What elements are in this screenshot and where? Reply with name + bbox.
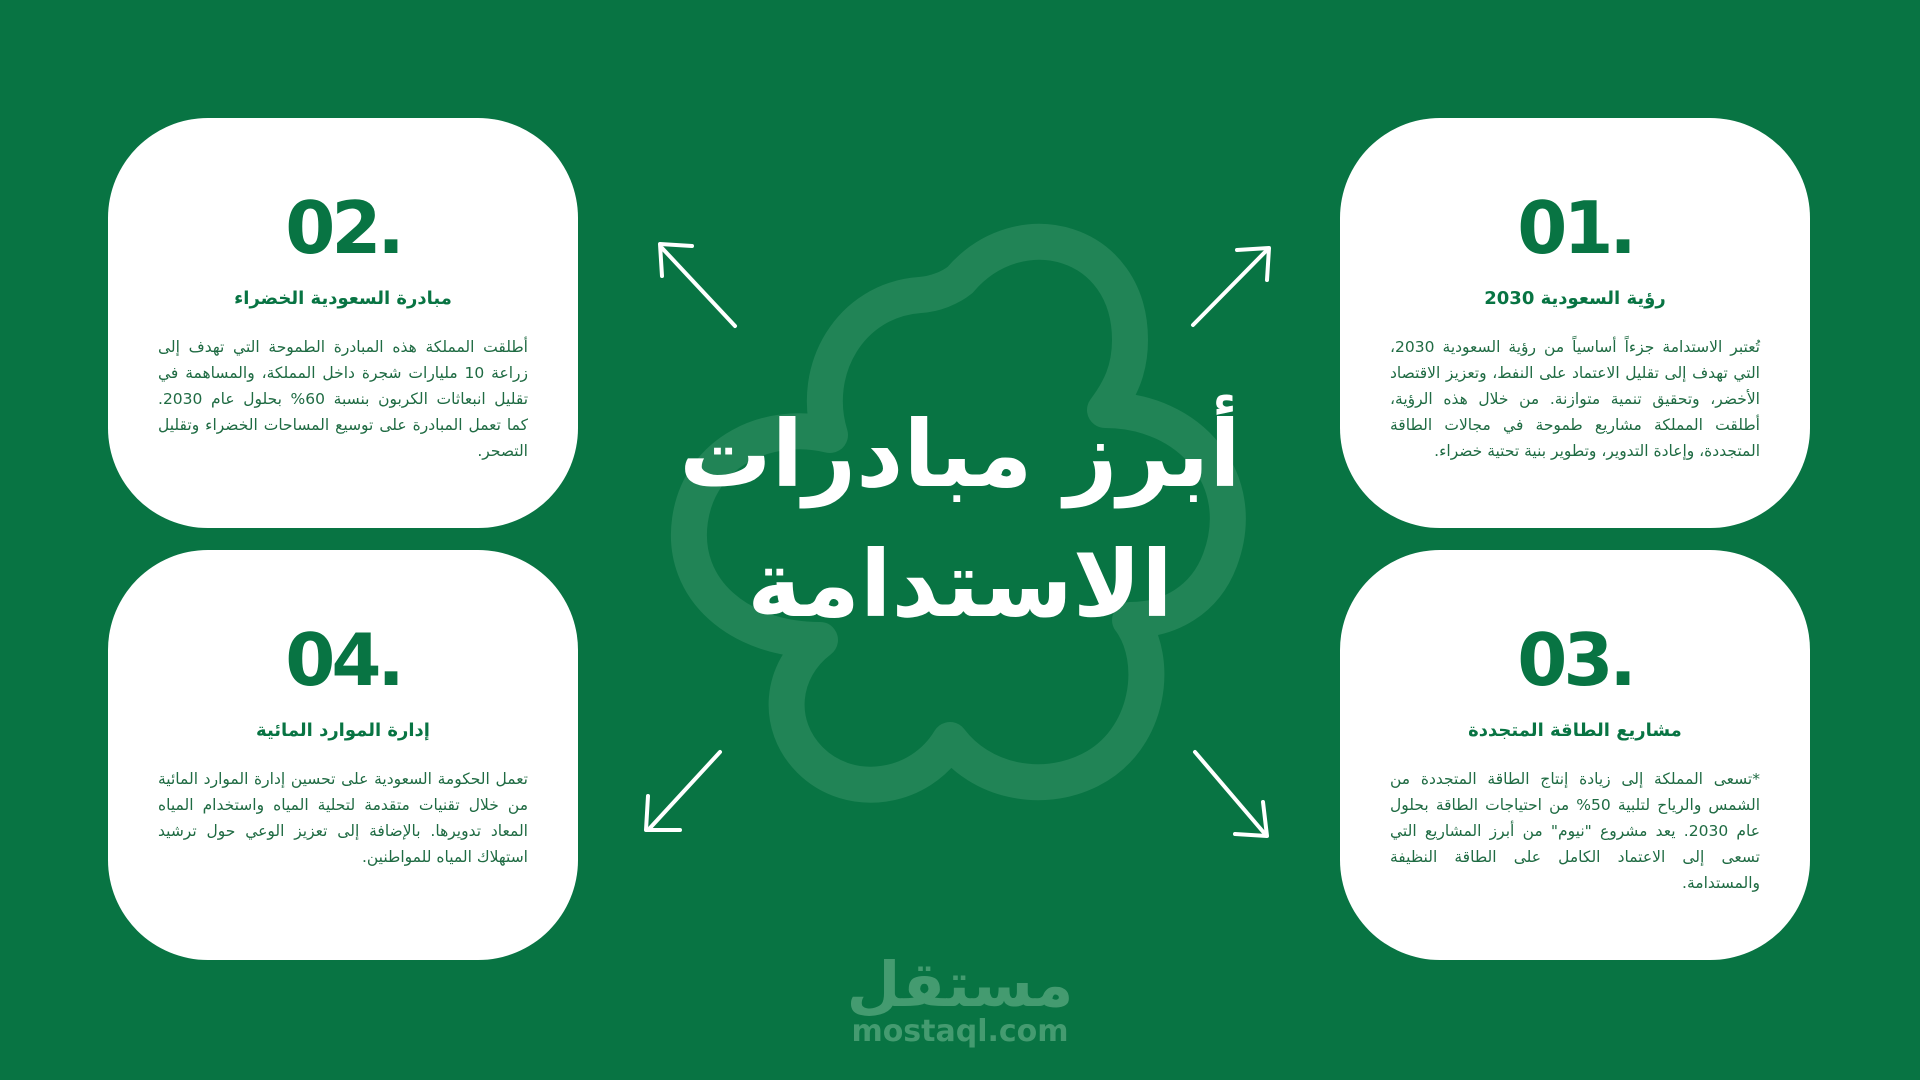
card-title: مبادرة السعودية الخضراء (234, 288, 452, 309)
slide-title (610, 390, 1310, 650)
card-text: تُعتبر الاستدامة جزءاً أساسياً من رؤية السعودية 2030، التي تهدف إلى تقليل الاعتماد على النفط، وتعزيز الاقتصاد الأخضر، وتحقيق تنمية متوازنة. من خلال هذه الرؤية، أطلقت المملكة مشاريع طموحة في مجالات الطاقة المتجددة، وإعادة التدوير، وتطوير بنية تحتية خضراء. (1390, 338, 1760, 460)
watermark-latin: mostaql.com (851, 1014, 1069, 1049)
arrow-down-right-icon (1185, 742, 1305, 862)
card-vision-2030 (1340, 118, 1810, 528)
card-number: 03. (1517, 618, 1633, 702)
card-water-resources (108, 550, 578, 960)
card-title: مشاريع الطاقة المتجددة (1468, 720, 1682, 741)
slide-title-line-1: أبرز مبادرات (679, 401, 1241, 508)
card-title: إدارة الموارد المائية (256, 720, 430, 741)
arrow-up-left-icon (650, 236, 770, 356)
card-title: رؤية السعودية 2030 (1484, 288, 1666, 309)
card-renewable-energy (1340, 550, 1810, 960)
card-green-initiative (108, 118, 578, 528)
arrow-down-left-icon (638, 742, 758, 862)
watermark-arabic: مستقل (846, 948, 1074, 1021)
card-text: أطلقت المملكة هذه المبادرة الطموحة التي تهدف إلى زراعة 10 مليارات شجرة داخل المملكة، والمساهمة في تقليل انبعاثات الكربون بنسبة 60% بحلول عام 2030. كما تعمل المبادرة على توسيع المساحات الخضراء وتقليل التصحر. (158, 338, 529, 460)
card-text: تعمل الحكومة السعودية على تحسين إدارة الموارد المائية من خلال تقنيات متقدمة لتحلية المياه واستخدام المياه المعاد تدويرها. بالإضافة إلى تعزيز الوعي حول ترشيد استهلاك المياه للمواطنين. (158, 770, 528, 866)
slide-title-line-2: الاستدامة (747, 531, 1173, 638)
card-text: *تسعى المملكة إلى زيادة إنتاج الطاقة المتجددة من الشمس والرياح لتلبية 50% من احتياجات الطاقة بحلول عام 2030. يعد مشروع "نيوم" من أبرز المشاريع التي تسعى إلى الاعتماد الكامل على الطاقة النظيفة والمستدامة. (1390, 770, 1760, 892)
card-number: 02. (285, 186, 401, 270)
arrow-up-right-icon (1185, 240, 1305, 360)
card-number: 04. (285, 618, 401, 702)
card-number: 01. (1517, 186, 1633, 270)
